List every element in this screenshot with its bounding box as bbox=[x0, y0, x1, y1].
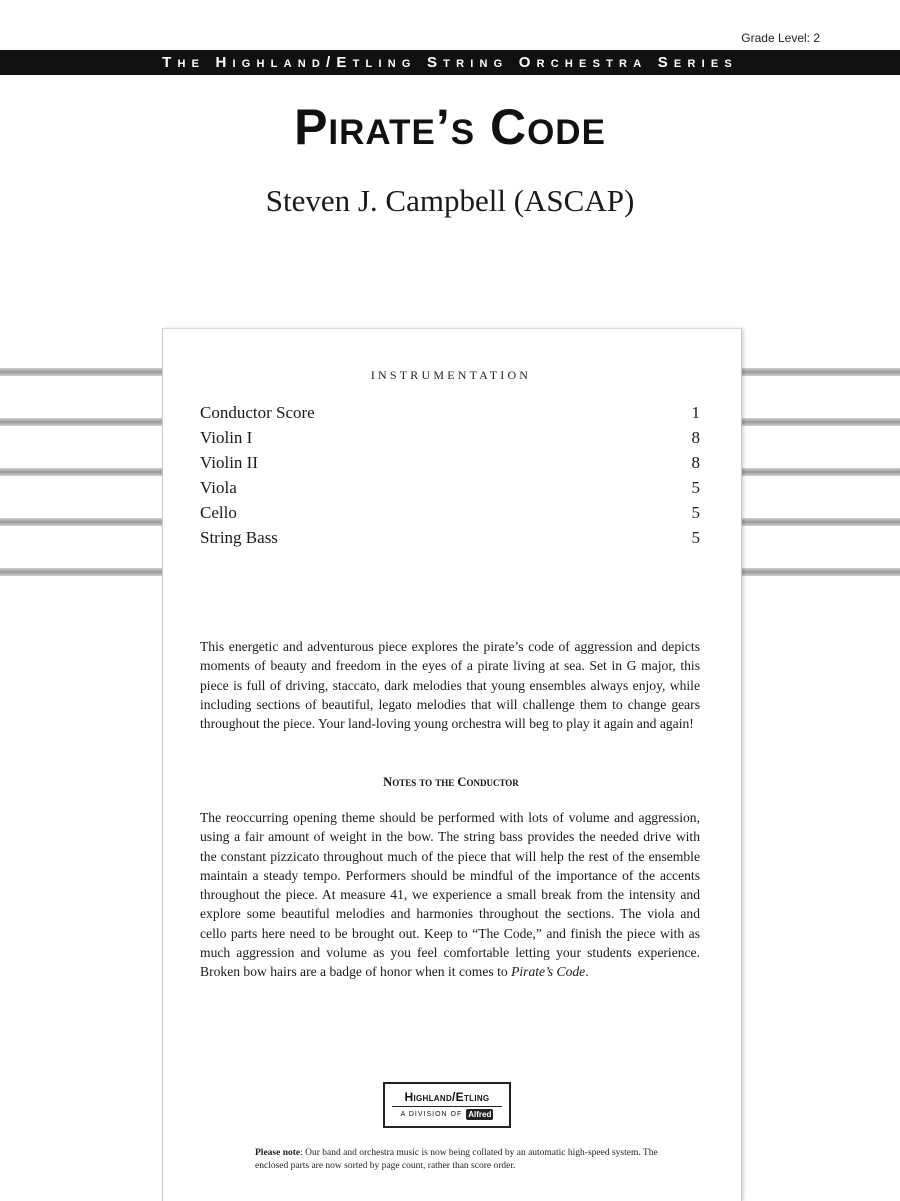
instrumentation-heading: INSTRUMENTATION bbox=[370, 368, 532, 382]
instrument-count: 8 bbox=[691, 428, 700, 447]
logo-division-text: A DIVISION OF bbox=[400, 1111, 463, 1118]
logo-divider bbox=[392, 1106, 502, 1107]
decorative-stripe bbox=[740, 518, 900, 526]
instrument-row bbox=[200, 525, 700, 550]
notes-text: The reoccurring opening theme should be performed with lots of volume and aggression, using a fair amount of weight in the bow. The string bass provides the needed drive with the constant pizzicato throughout much of the piece that will help the rest of the ensemble maintain a steady tempo. Performers should be mindful of the importance of the accents throughout the piece. At measure 41, we experience a small break from the intensity and explore some beautiful melodies and harmonies throughout the sections. The viola and cello parts here need to be brought out. Keep to “The Code,” and finish the piece with as much aggression and volume as you feel comfortable letting your students experience. Broken bow hairs are a badge of honor when it comes to bbox=[200, 810, 700, 980]
decorative-stripe bbox=[0, 468, 162, 476]
please-note-text: : Our band and orchestra music is now being collated by an automatic high-speed system. The enclosed parts are now sorted by page count, rather than score order. bbox=[255, 1148, 658, 1171]
instrument-row bbox=[200, 450, 700, 475]
instrument-row bbox=[200, 425, 700, 450]
instrument-name: Cello bbox=[200, 503, 237, 522]
instrument-row bbox=[200, 500, 700, 525]
grade-level: Grade Level: 2 bbox=[741, 31, 820, 45]
instrument-count: 5 bbox=[691, 478, 700, 497]
instrument-count: 8 bbox=[691, 453, 700, 472]
decorative-stripe bbox=[740, 568, 900, 576]
notes-heading: Notes to the Conductor bbox=[383, 775, 519, 789]
decorative-stripe bbox=[0, 418, 162, 426]
instrument-name: Conductor Score bbox=[200, 403, 315, 422]
instrumentation-list bbox=[200, 400, 700, 550]
please-note-label: Please note bbox=[255, 1148, 301, 1158]
logo-division bbox=[401, 1109, 494, 1120]
instrument-name: Violin I bbox=[200, 428, 253, 447]
notes-title-ref: Pirate’s Code bbox=[511, 964, 586, 980]
instrument-name: Viola bbox=[200, 478, 237, 497]
notes-body bbox=[200, 808, 700, 982]
decorative-stripe bbox=[740, 418, 900, 426]
publisher-logo bbox=[383, 1082, 511, 1128]
instrument-count: 1 bbox=[691, 403, 700, 422]
please-note bbox=[255, 1147, 675, 1173]
decorative-stripe bbox=[0, 518, 162, 526]
decorative-stripe bbox=[740, 468, 900, 476]
logo-name: Highland/Etling bbox=[404, 1090, 490, 1104]
instrument-count: 5 bbox=[691, 528, 700, 547]
piece-description: This energetic and adventurous piece explores the pirate’s code of aggression and depicts moments of beauty and freedom in the eyes of a pirate living at sea. Set in G major, this piece is full of driving, staccato, dark melodies that young ensembles always enjoy, while including sections of beautiful, legato melodies that will challenge them to change gears throughout the piece. Your land-loving young orchestra will beg to play it again and again! bbox=[200, 639, 700, 732]
alfred-badge: Alfred bbox=[468, 1110, 492, 1119]
decorative-stripe bbox=[0, 568, 162, 576]
instrument-name: String Bass bbox=[200, 528, 278, 547]
series-banner: The Highland/Etling String Orchestra Series bbox=[0, 50, 900, 75]
page-title: Pirate’s Code bbox=[294, 99, 606, 155]
instrument-row bbox=[200, 400, 700, 425]
instrument-row bbox=[200, 475, 700, 500]
composer: Steven J. Campbell (ASCAP) bbox=[265, 183, 635, 218]
instrument-count: 5 bbox=[691, 503, 700, 522]
notes-period: . bbox=[585, 964, 589, 980]
decorative-stripe bbox=[740, 368, 900, 376]
decorative-stripe bbox=[0, 368, 162, 376]
instrument-name: Violin II bbox=[200, 453, 258, 472]
